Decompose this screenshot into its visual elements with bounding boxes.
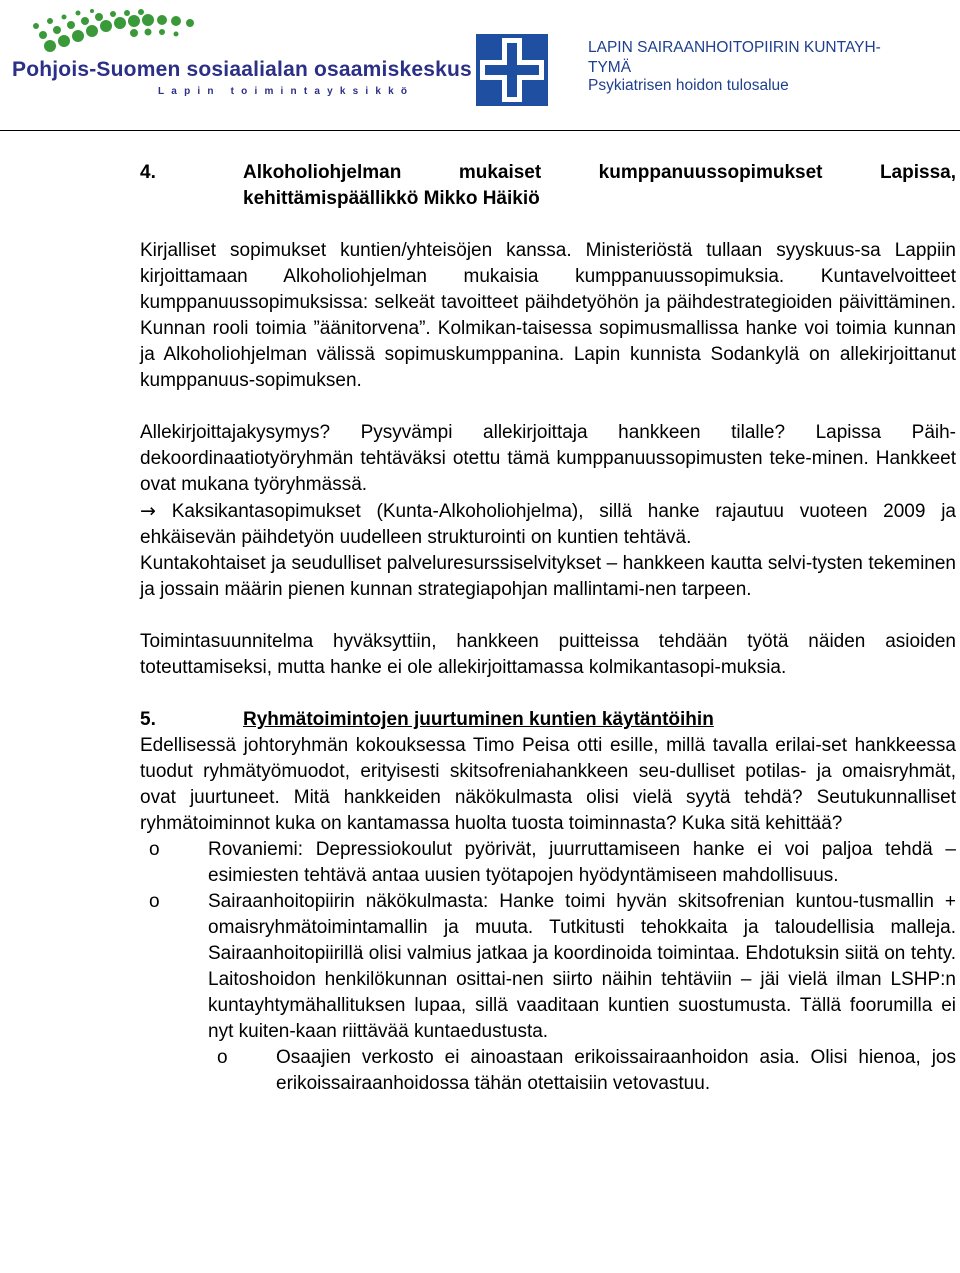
section-title: Alkoholiohjelman mukaiset kumppanuussopimukset Lapissa, kehittämispäällikkö Mikko Häikiö — [243, 162, 956, 209]
cross-logo-icon — [476, 34, 548, 106]
section-title: Ryhmätoimintojen juurtuminen kuntien käytäntöihin — [243, 709, 714, 730]
page-header — [0, 0, 960, 130]
bullet-icon: o — [149, 891, 160, 912]
paragraph — [140, 498, 956, 551]
paragraph: Kirjalliset sopimukset kuntien/yhteisöjen kanssa. Ministeriöstä tullaan syyskuus-sa Lappiin kirjoittamaan Alkoholiohjelman mukaisia kumppanuussopimuksia. Kuntavelvoitteet kumppanuussopimuksissa: selkeät tavoitteet päihdetyöhön ja päihdestrategioiden päivittäminen. Kunnan rooli toimia ”äänitorvena”. Kolmikan-taisessa sopimusmallissa hanke voi toimia kunnan ja Alkoholiohjelman välissä sopimuskumppanina. Lapin kunnista Sodankylä on allekirjoittanut kumppanuus-sopimuksen. — [140, 240, 956, 391]
org-unit: Lapin toimintayksikkö — [158, 86, 415, 97]
list-item — [140, 889, 956, 1045]
list-item-text: Rovaniemi: Depressiokoulut pyörivät, juurruttamiseen hanke ei voi paljoa tehdä – esimiesten tehtävä antaa uusien työtapojen hyödyntämiseen mahdollisuus. — [208, 839, 956, 886]
section-number: 4. — [140, 162, 156, 183]
paragraph: Edellisessä johtoryhmän kokouksessa Timo Peisa otti esille, millä tavalla erilai-set hankkeessa tuodut ryhmätyömuodot, erityisesti skitsofreniahankkeen seu-dulliset potilas- ja omaisryhmät, ovat juurtuneet. Mitä hankkeiden näkökulmasta olisi vielä syytä tehdä? Seutukunnalliset ryhmätoiminnot kuka on kantamassa huolta tuosta toiminnasta? Kuka sitä kehittää? — [140, 735, 956, 834]
document-body — [140, 160, 956, 1097]
section-number: 5. — [140, 709, 156, 730]
paragraph: Allekirjoittajakysymys? Pysyvämpi allekirjoittaja hankkeen tilalle? Lapissa Päih-dekoordinaatiotyöryhmän tehtäväksi otettu tämä kumppanuussopimusten teke-minen. Hankkeet ovat mukana työryhmässä. — [140, 422, 956, 495]
paragraph-text: Kaksikantasopimukset (Kunta-Alkoholiohjelma), sillä hanke rajautuu vuoteen 2009 ja ehkäisevän päihdetyön uudelleen strukturointi on kuntien tehtävä. — [140, 501, 956, 548]
arrow-right-icon: → — [140, 500, 156, 522]
bullet-icon: o — [217, 1047, 228, 1068]
list-item-text: Sairaanhoitopiirin näkökulmasta: Hanke toimi hyvän skitsofrenian kuntou-tusmallin + omaisryhmätoimintamallin ja muuta. Tutkitusti tehokkaita ja taloudellisia malleja. Sairaanhoitopiirillä olisi valmius jatkaa ja koordinoida toimintaa. Ehdotuksin siitä on tehty. Laitoshoidon henkilökunnan osittai-nen siirto näihin tehtäviin – jäi vielä ilman LSHP:n kuntayhtymähallituksen lupaa, sillä vaaditaan kuntien suostumusta. Tällä foorumilla ei nyt kuiten-kaan riittävää kuntaedustusta. — [208, 891, 956, 1042]
hospital-name: LAPIN SAIRAANHOITOPIIRIN KUNTAYH-TYMÄ — [588, 39, 881, 76]
bullet-list — [140, 837, 956, 1045]
section-5-heading — [140, 707, 956, 733]
paragraph: Toimintasuunnitelma hyväksyttiin, hankkeen puitteissa tehdään työtä näiden asioiden toteuttamiseksi, mutta hanke ei ole allekirjoittamassa kolmikantasopi-muksia. — [140, 631, 956, 678]
sub-bullet-list — [208, 1045, 956, 1097]
hospital-unit: Psykiatrisen hoidon tulosalue — [588, 77, 789, 94]
bullet-icon: o — [149, 839, 160, 860]
paragraph: Kuntakohtaiset ja seudulliset palveluresurssiselvitykset – hankkeen kautta selvi-tysten tekeminen ja jossain määrin pienen kunnan strategiapohjan mallintami-nen tarpeen. — [140, 553, 956, 600]
org-name: Pohjois-Suomen sosiaalialan osaamiskeskus — [12, 58, 472, 81]
list-item-text: Osaajien verkosto ei ainoastaan erikoissairaanhoidon asia. Olisi hienoa, jos erikoissairaanhoidossa tähän otettaisiin vetovastuu. — [276, 1047, 956, 1094]
list-item — [208, 1045, 956, 1097]
header-divider — [0, 130, 960, 131]
list-item — [140, 837, 956, 889]
section-4-heading — [140, 160, 956, 212]
